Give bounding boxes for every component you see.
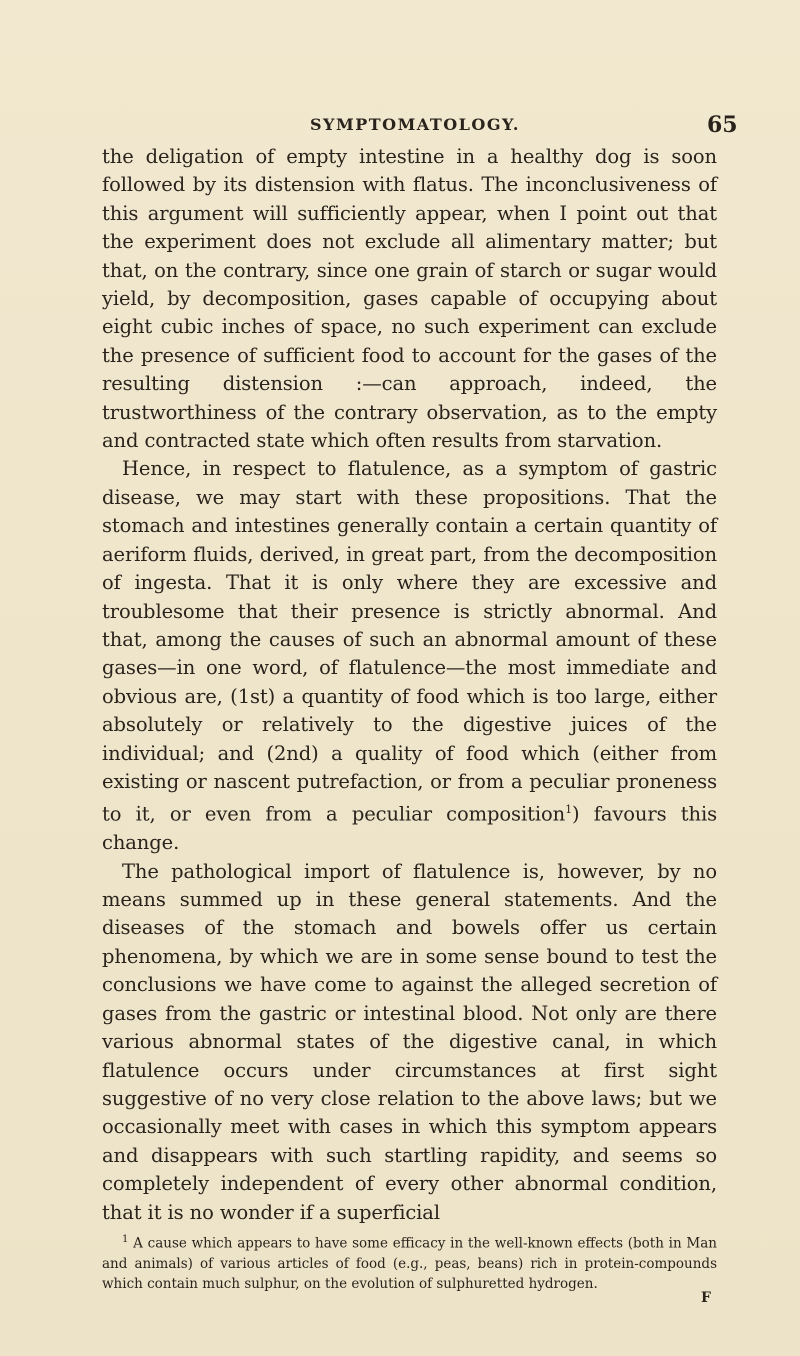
signature-mark: F (701, 1290, 711, 1306)
paragraph-2 (102, 455, 717, 857)
paragraph-3: The pathological import of flatulence is, however, by no means summed up in these general statements. And the diseases of the stomach and bowels offer us certain phenomena, by which we are in some sense bound to test the conclusions we have come to against the alleged secretion of gases from the gastric or intestinal blood. Not only are there various abnormal states of the digestive canal, in which flatulence occurs under circumstances at first sight suggestive of no very close relation to the above laws; but we occasionally meet with cases in which this symptom appears and disappears with such startling rapidity, and seems so completely independent of every other abnormal condition, that it is no wonder if a superficial (102, 859, 717, 1224)
running-title: SYMPTOMATOLOGY. (310, 115, 520, 134)
paragraph-2-text: Hence, in respect to flatulence, as a symptom of gastric disease, we may start with these propositions. That the stomach and intestines generally contain a certain quantity of aeriform fluids, derived, in great part, from the decomposition of ingesta. That it is only where they are excessive and troublesome that their presence is strictly abnormal. And that, among the causes of such an abnormal amount of these gases—in one word, of flatulence—the most immediate and obvious are, (1st) a quantity of food which is too large, either absolutely or relatively to the digestive juices of the individual; and (2nd) a quality of food which (either from existing or nascent putrefaction, or from a peculiar proneness to it, or even from a peculiar composition (102, 457, 717, 826)
footnote-marker: 1 (122, 1234, 129, 1245)
paragraph-1: the deligation of empty intestine in a healthy dog is soon followed by its distension with flatus. The inconclusiveness of this argument will sufficiently appear, when I point out that the experiment does not exclude all alimentary matter; but that, on the contrary, since one grain of starch or sugar would yield, by decomposition, gases capable of occupying about eight cubic inches of space, no such experiment can exclude the presence of sufficient food to account for the gases of the resulting distension :—can approach, indeed, the trustworthiness of the contrary observation, as to the empty and contracted state which often results from starvation. (102, 145, 717, 453)
footnote-reference[interactable]: 1 (565, 803, 572, 817)
body-text (102, 143, 717, 1227)
page-number: 65 (707, 112, 738, 138)
running-header (0, 110, 800, 140)
paragraph-2-text-end: ) favours this change. (102, 802, 718, 855)
footnote (102, 1230, 717, 1294)
footnote-text: A cause which appears to have some efficacy in the well-known effects (both in Man and animals) of various articles of food (e.g., peas, beans) rich in protein-compounds which contain much sulphur, on the evolution of sulphuretted hydrogen. (102, 1235, 717, 1292)
